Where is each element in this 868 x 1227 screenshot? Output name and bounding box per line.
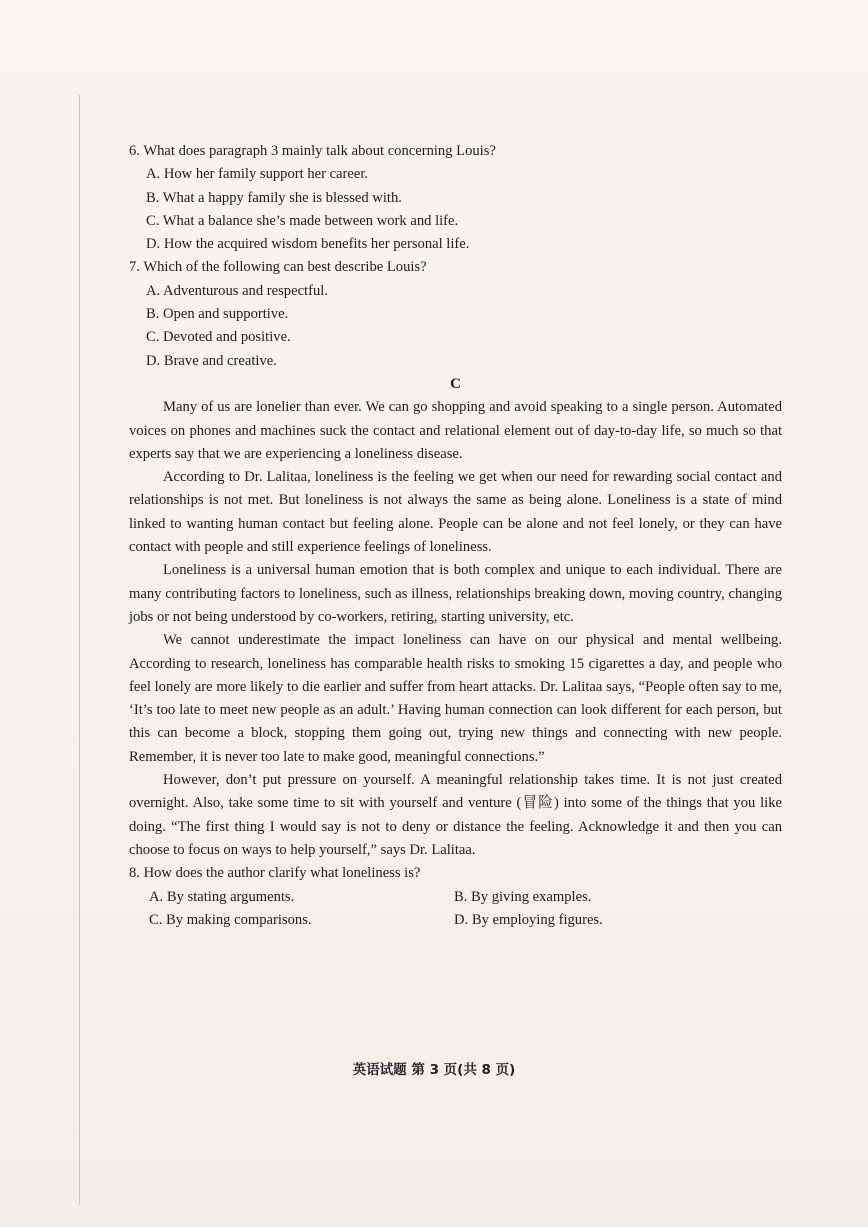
question-7-option-a: A. Adventurous and respectful.: [146, 282, 328, 299]
question-7-option-d: D. Brave and creative.: [146, 352, 277, 369]
question-6-option-a: A. How her family support her career.: [146, 166, 369, 183]
question-8-option-a: A. By stating arguments.: [149, 888, 295, 905]
section-heading: C: [450, 375, 461, 392]
question-7-option-b: B. Open and supportive.: [146, 306, 289, 323]
question-8-option-b: B. By giving examples.: [454, 888, 592, 905]
passage-paragraph: Many of us are lonelier than ever. We can go shopping and avoid speaking to a single person. Automated voices on phones and machines suck the contact and relational element out of day-to-day life, so much so that experts say that we are experiencing a loneliness disease.: [129, 399, 782, 462]
question-8-option-c: C. By making comparisons.: [149, 911, 312, 928]
passage-paragraph: According to Dr. Lalitaa, loneliness is the feeling we get when our need for rewarding social contact and relationships is not met. But loneliness is not always the same as being alone. Loneliness is a state of mind linked to wanting human contact but feeling alone. People can be alone and not feel lonely, or they can have contact with people and still experience feelings of loneliness.: [129, 469, 782, 556]
question-6-option-b: B. What a happy family she is blessed with.: [146, 189, 402, 206]
question-6-option-c: C. What a balance she’s made between work and life.: [146, 212, 459, 229]
question-8-stem: 8. How does the author clarify what loneliness is?: [129, 865, 421, 882]
page-footer: 英语试题 第 3 页(共 8 页): [352, 1062, 516, 1078]
question-8-option-d: D. By employing figures.: [454, 911, 603, 928]
passage-paragraph: Loneliness is a universal human emotion that is both complex and unique to each individual. There are many contributing factors to loneliness, such as illness, relationships breaking down, moving country, changing jobs or not being understood by co-workers, retiring, starting university, etc.: [129, 562, 782, 625]
question-6-stem: 6. What does paragraph 3 mainly talk about concerning Louis?: [129, 143, 496, 159]
question-7-option-c: C. Devoted and positive.: [146, 329, 291, 346]
page-content: [129, 140, 782, 932]
question-8-options: [129, 886, 782, 933]
passage-paragraph: We cannot underestimate the impact loneliness can have on our physical and mental wellbeing. According to research, loneliness has comparable health risks to smoking 15 cigarettes a day, and people who feel lonely are more likely to die earlier and suffer from heart attacks. Dr. Lalitaa says, “People often say to me, ‘It’s too late to meet new people as an adult.’ Having human connection can look different for each person, but this can become a block, stopping them going out, trying new things and connecting with new people. Remember, it is never too late to make good, meaningful connections.”: [129, 632, 782, 765]
question-6-option-d: D. How the acquired wisdom benefits her personal life.: [146, 236, 470, 253]
scan-edge-line: [79, 95, 80, 1205]
question-7-stem: 7. Which of the following can best describe Louis?: [129, 259, 427, 276]
passage-paragraph: However, don’t put pressure on yourself. A meaningful relationship takes time. It is not just created overnight. Also, take some time to sit with yourself and venture (冒险) into some of the things that you like doing. “The first thing I would say is not to deny or distance the feeling. Acknowledge it and then you can choose to focus on ways to help yourself,” says Dr. Lalitaa.: [129, 772, 782, 858]
